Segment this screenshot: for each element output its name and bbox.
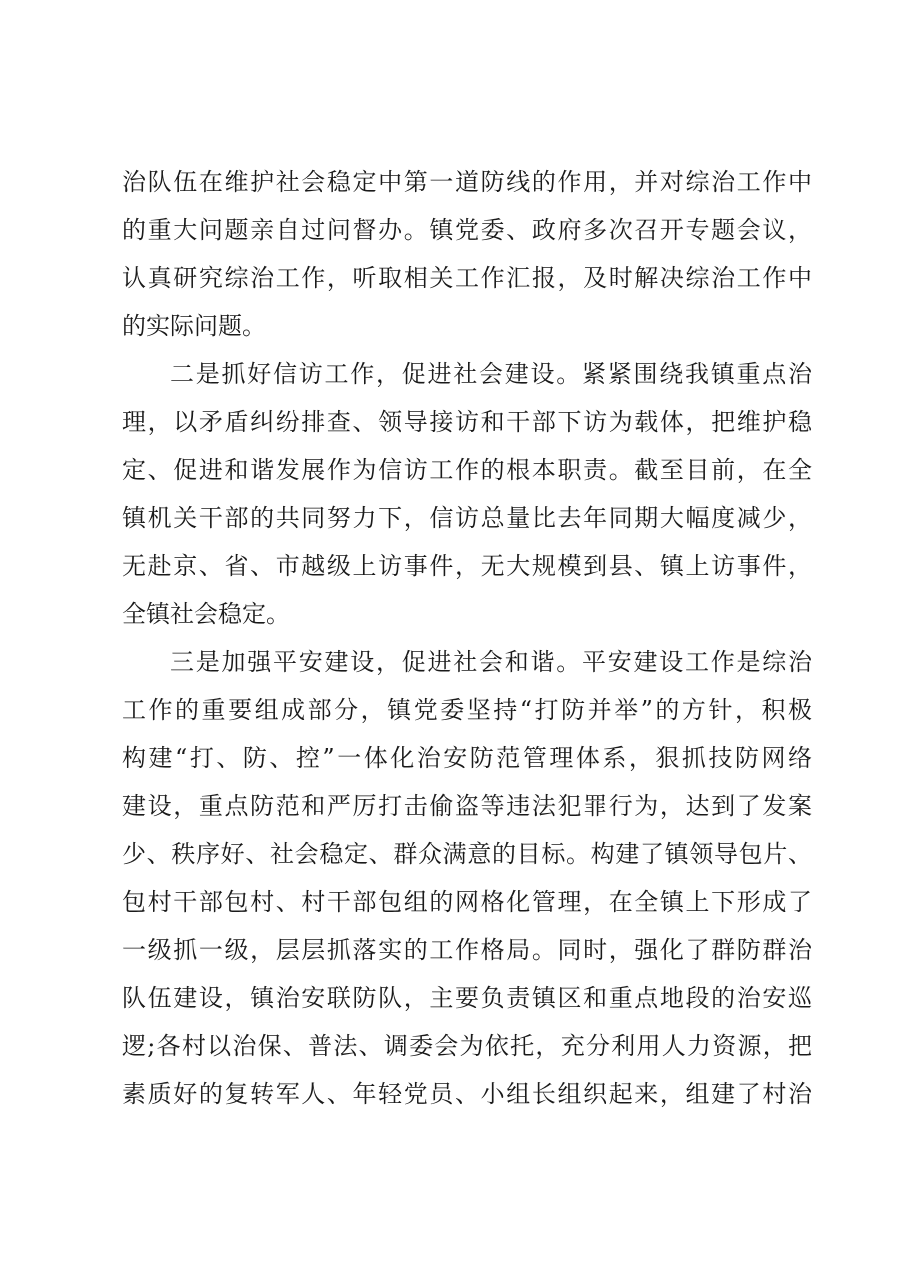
text-line: 逻;各村以治保、普法、调委会为依托，充分利用人力资源，把 bbox=[122, 1032, 812, 1060]
text-line: 无赴京、省、市越级上访事件，无大规模到县、镇上访事件， bbox=[122, 552, 812, 580]
text-line: 三是加强平安建设，促进社会和谐。平安建设工作是综治 bbox=[170, 648, 812, 676]
text-line: 镇机关干部的共同努力下，信访总量比去年同期大幅度减少， bbox=[122, 504, 812, 532]
text-line: 的重大问题亲自过问督办。镇党委、政府多次召开专题会议， bbox=[122, 216, 812, 244]
paragraph-continuation bbox=[122, 158, 812, 350]
text-line: 包村干部包村、村干部包组的网格化管理，在全镇上下形成了 bbox=[122, 888, 812, 916]
text-line: 构建“打、防、控”一体化治安防范管理体系，狠抓技防网络 bbox=[122, 744, 812, 772]
text-line: 工作的重要组成部分，镇党委坚持“打防并举”的方针，积极 bbox=[122, 696, 812, 724]
text-line: 认真研究综治工作，听取相关工作汇报，及时解决综治工作中 bbox=[122, 264, 812, 292]
paragraph-letters-visits bbox=[122, 350, 812, 638]
text-line: 的实际问题。 bbox=[122, 312, 266, 340]
text-line: 一级抓一级，层层抓落实的工作格局。同时，强化了群防群治 bbox=[122, 936, 812, 964]
text-line: 二是抓好信访工作，促进社会建设。紧紧围绕我镇重点治 bbox=[170, 360, 812, 388]
paragraph-safety-construction bbox=[122, 638, 812, 1118]
text-line: 队伍建设，镇治安联防队，主要负责镇区和重点地段的治安巡 bbox=[122, 984, 812, 1012]
text-line: 素质好的复转军人、年轻党员、小组长组织起来，组建了村治 bbox=[122, 1080, 812, 1108]
text-line: 定、促进和谐发展作为信访工作的根本职责。截至目前，在全 bbox=[122, 456, 812, 484]
text-line: 建设，重点防范和严厉打击偷盗等违法犯罪行为，达到了发案 bbox=[122, 792, 812, 820]
text-line: 理，以矛盾纠纷排查、领导接访和干部下访为载体，把维护稳 bbox=[122, 408, 812, 436]
document-body bbox=[122, 158, 812, 1118]
text-line: 全镇社会稳定。 bbox=[122, 600, 290, 628]
text-line: 少、秩序好、社会稳定、群众满意的目标。构建了镇领导包片、 bbox=[122, 840, 812, 868]
text-line: 治队伍在维护社会稳定中第一道防线的作用，并对综治工作中 bbox=[122, 168, 812, 196]
